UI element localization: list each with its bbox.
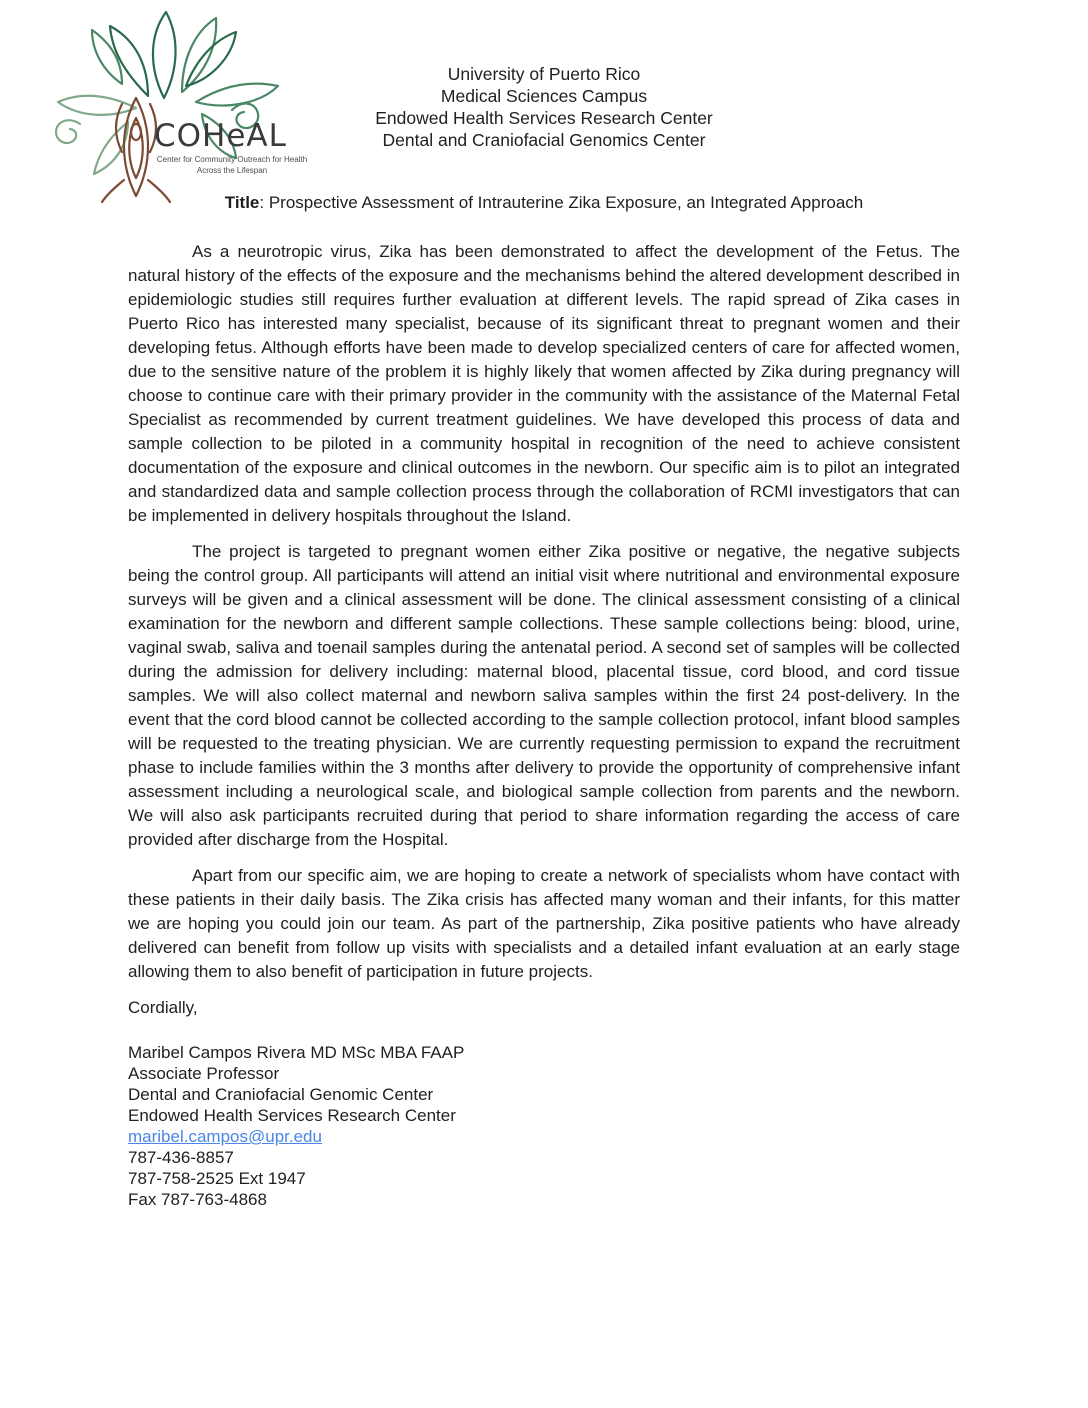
letterhead-line-research-center: Endowed Health Services Research Center [375, 108, 713, 128]
letterhead-line-genomics-center: Dental and Craniofacial Genomics Center [382, 130, 706, 150]
signature-block [128, 1042, 960, 1210]
title-label: Title [224, 193, 260, 212]
fax-number: Fax 787-763-4868 [128, 1190, 267, 1209]
letterhead-line-campus: Medical Sciences Campus [440, 86, 648, 106]
title-text: : Prospective Assessment of Intrauterine Zika Exposure, an Integrated Approach [259, 193, 864, 212]
coheal-tree-icon [36, 6, 308, 204]
phone-number-1: 787-436-8857 [128, 1148, 234, 1167]
closing-salutation: Cordially, [128, 998, 198, 1017]
email-link[interactable]: maribel.campos@upr.edu [128, 1127, 322, 1146]
logo-wordmark: COHeAL [154, 118, 287, 154]
letter-body [128, 240, 960, 984]
body-paragraph-2: The project is targeted to pregnant women either Zika positive or negative, the negative subjects being the control group. All participants will attend an initial visit where nutritional and environmental exposure surveys will be given and a clinical assessment will be done. The clinical assessment consisting of a clinical examination for the newborn and different sample collections. These sample collections being: blood, urine, vaginal swab, saliva and toenail samples during the antenatal period. A second set of samples will be collected during the admission for delivery including: maternal blood, placental tissue, cord blood, and cord tissue samples. We will also collect maternal and newborn saliva samples within the first 24 post-delivery. In the event that the cord blood cannot be collected according to the sample collection protocol, infant blood samples will be requested to the treating physician. We are currently requesting permission to expand the recruitment phase to include families within the 3 months after delivery to provide the opportunity of comprehensive infant assessment including a neurological scale, and biological sample collection from parents and the newborn. We will also ask participants recruited during that period to share information regarding the access of care provided after discharge from the Hospital. [128, 542, 960, 849]
signature-department: Dental and Craniofacial Genomic Center [128, 1085, 434, 1104]
body-paragraph-3: Apart from our specific aim, we are hoping to create a network of specialists whom have contact with these patients in their daily basis. The Zika crisis has affected many woman and their infants, for this matter we are hoping you could join our team. As part of the partnership, Zika positive patients who have already delivered can benefit from follow up visits with specialists and a detailed infant evaluation at an early stage allowing them to also benefit of participation in future projects. [128, 866, 960, 981]
signature-center: Endowed Health Services Research Center [128, 1106, 456, 1125]
letter-closing [128, 996, 960, 1210]
logo-tagline-line2: Across the Lifespan [196, 166, 268, 175]
body-paragraph-1: As a neurotropic virus, Zika has been demonstrated to affect the development of the Fetus. The natural history of the effects of the exposure and the mechanisms behind the altered development described in epidemiologic studies still requires further evaluation at different levels. The rapid spread of Zika cases in Puerto Rico has interested many specialist, because of its significant threat to pregnant women and their developing fetus. Although efforts have been made to develop specialized centers of care for affected women, due to the sensitive nature of the problem it is highly likely that women affected by Zika during pregnancy will choose to continue care with their primary provider in the community with the assistance of the Maternal Fetal Specialist as recommended by current treatment guidelines. We have developed this process of data and sample collection to be piloted in a community hospital in recognition of the need to achieve consistent documentation of the exposure and clinical outcomes in the newborn. Our specific aim is to pilot an integrated and standardized data and sample collection process through the collaboration of RCMI investigators that can be implemented in delivery hospitals throughout the Island. [128, 242, 960, 525]
signature-position: Associate Professor [128, 1064, 280, 1083]
signature-name: Maribel Campos Rivera MD MSc MBA FAAP [128, 1043, 465, 1062]
letterhead-line-university: University of Puerto Rico [447, 64, 641, 84]
phone-number-2: 787-758-2525 Ext 1947 [128, 1169, 306, 1188]
coheal-logo [36, 6, 308, 204]
logo-tagline-line1: Center for Community Outreach for Health [156, 155, 308, 164]
